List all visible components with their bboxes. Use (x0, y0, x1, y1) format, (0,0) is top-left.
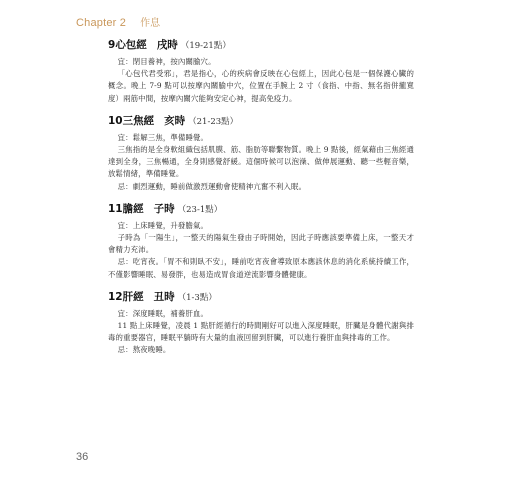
page-number: 36 (76, 451, 89, 463)
paragraph: 「心包代君受邪」，君是指心，心的疾病會反映在心包經上，因此心包是一個保護心臟的概念。晚上 7-9 點可以按摩內關腧中穴，位置在手腕上 2 寸（食指、中指、無名指併攏寬度）兩筋中間，按摩內關穴能夠安定心神，提高免疫力。 (108, 69, 414, 103)
running-header (76, 14, 160, 29)
section-number: 11 (108, 202, 123, 215)
section-heading (108, 114, 414, 129)
section-number: 9 (108, 39, 116, 51)
section-gallbladder (108, 202, 414, 281)
section-heading (108, 290, 414, 305)
time-period: 子時 (153, 202, 175, 215)
time-hours: （23-1點） (177, 204, 223, 215)
paragraph: 11 點上床睡覺，凌晨 1 點肝經循行的時間剛好可以進入深度睡眠，肝臟是身體代謝與排毒的重要器官，睡眠平躺時有大量的血液回留到肝臟，可以進行養肝血與排毒的工作。 (108, 321, 414, 343)
section-heading (108, 38, 414, 53)
paragraph: 忌：熬夜晚睡。 (117, 345, 171, 355)
chapter-title: 作息 (140, 18, 161, 29)
time-hours: （19-21點） (180, 41, 231, 51)
time-period: 丑時 (153, 290, 175, 303)
chapter-label: Chapter 2 (76, 17, 127, 29)
section-liver (108, 290, 414, 357)
paragraph: 宜：閉目養神，按內關腧穴。 (117, 57, 216, 66)
section-heart-protector (108, 38, 414, 105)
page-body (108, 38, 414, 366)
meridian-name: 膽經 (122, 202, 144, 215)
time-period: 戌時 (156, 39, 178, 51)
meridian-name: 三焦經 (122, 114, 155, 127)
paragraph: 忌：吃宵夜。「胃不和則臥不安」，睡前吃宵夜會導致原本應該休息的消化系統持續工作，不僅影響睡眠、易發胖，也易造成胃食道逆流影響身體健康。 (108, 257, 414, 279)
meridian-name: 肝經 (122, 290, 144, 303)
section-number: 10 (108, 114, 123, 127)
paragraph: 子時為「一陽生」，一整天的陽氣生發由子時開始，因此子時應該要準備上床，一整天才會精力充沛。 (108, 233, 414, 255)
meridian-name: 心包經 (115, 39, 147, 51)
time-hours: （21-23點） (188, 116, 239, 127)
section-heading (108, 202, 414, 217)
paragraph: 忌：劇烈運動，睡前做激烈運動會使精神亢奮不利入眠。 (117, 181, 307, 191)
section-triple-burner (108, 114, 414, 193)
section-number: 12 (108, 290, 123, 303)
paragraph: 宜：上床睡覺，升發膽氣。 (117, 220, 209, 230)
paragraph: 宜：鬆解三焦，準備睡覺。 (117, 132, 209, 142)
paragraph: 宜：深度睡眠，補養肝血。 (117, 308, 209, 318)
paragraph: 三焦指的是全身軟組織包括肌膜、筋、脂肪等聯繫物質。晚上 9 點後，經氣藉由三焦經通達到全身，三焦暢通，全身則感覺舒緩。這個時候可以泡澡、做伸展運動、聽一些輕音樂，放鬆情緒，準備睡覺。 (108, 145, 415, 179)
time-period: 亥時 (164, 114, 186, 127)
time-hours: （1-3點） (177, 292, 217, 303)
